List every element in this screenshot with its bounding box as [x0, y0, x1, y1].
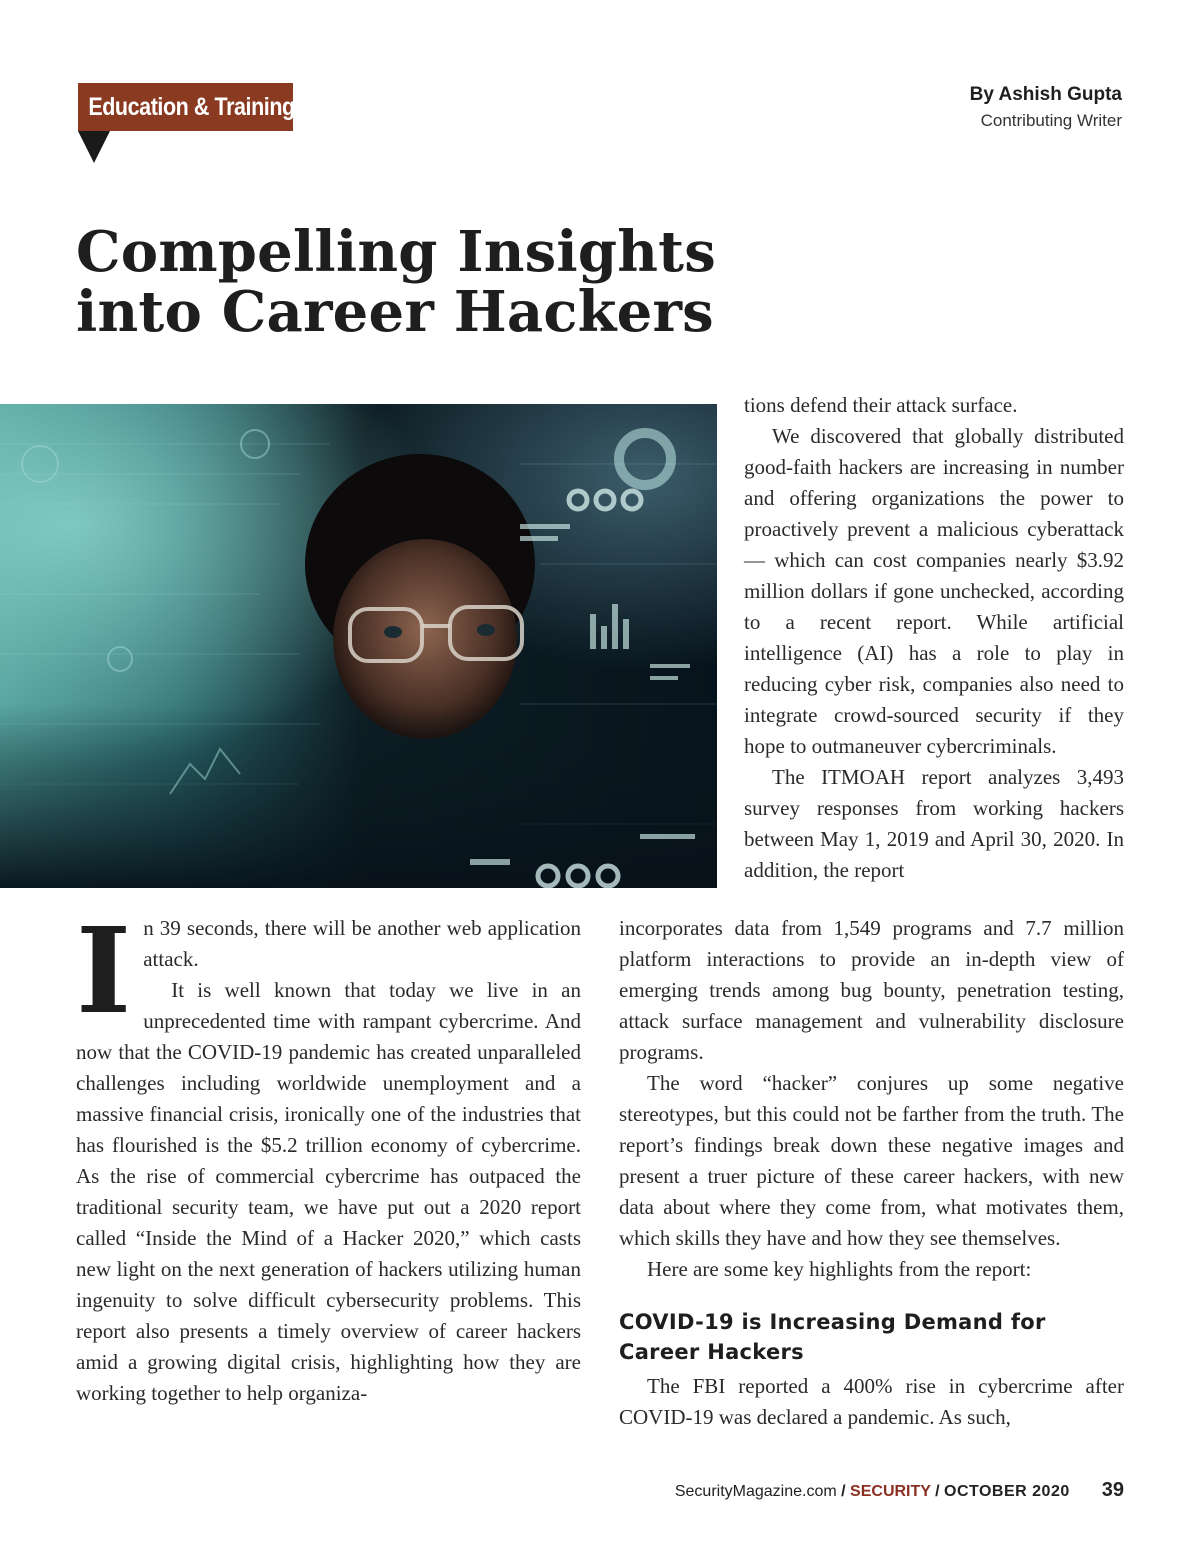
section-tag [78, 83, 293, 131]
byline [970, 82, 1122, 134]
paragraph: The word “hacker” conjures up some negative stereotypes, but this could not be farther from the truth. The report’s findings break down these negative images and present a truer picture of these career hackers, with new data about where they come from, what motivates them, which skills they have and how they see themselves. [619, 1071, 1124, 1250]
page-footer [675, 1479, 1124, 1502]
paragraph: It is well known that today we live in an unprecedented time with rampant cybercrime. And now that the COVID-19 pandemic has created unparalleled challenges including worldwide unemployment and a massive financial crisis, ironically one of the industries that has flourished is the $5.2 trillion economy of cybercrime. As the rise of commercial cybercrime has outpaced the traditional security team, we have put out a 2020 report called “Inside the Mind of a Hacker 2020,” which casts new light on the next generation of hackers utilizing human ingenuity to solve difficult cybersecurity problems. This report also presents a timely overview of career hackers amid a growing digital crisis, highlighting how they are working together to help organiza- [76, 978, 581, 1405]
hero-image [0, 404, 717, 888]
headline [76, 219, 776, 345]
page-number: 39 [1101, 1479, 1124, 1501]
article-column-right-top [744, 390, 1124, 886]
footer-date: OCTOBER 2020 [944, 1483, 1070, 1500]
headline-line-2: into Career Hackers [76, 279, 714, 345]
byline-author: By Ashish Gupta [969, 84, 1122, 105]
headline-line-1: Compelling Insights [76, 219, 716, 285]
paragraph: incorporates data from 1,549 programs and 7.7 million platform interactions to provide an in-depth view of emerging trends among bug bounty, penetration testing, attack surface management and vulnerability disclosure programs. [619, 916, 1124, 1064]
footer-site: SecurityMagazine.com [674, 1483, 837, 1500]
hacker-photo-illustration [0, 404, 717, 888]
footer-separator: / [930, 1483, 944, 1500]
footer-separator: / [836, 1483, 851, 1500]
paragraph: The ITMOAH report analyzes 3,493 survey responses from working hackers between May 1, 2019 and April 30, 2020. In addition, the report [744, 765, 1124, 882]
footer-brand: SECURITY [850, 1483, 931, 1500]
paragraph: tions defend their attack surface. [744, 393, 1018, 417]
paragraph: Here are some key highlights from the report: [647, 1257, 1032, 1281]
paragraph: We discovered that globally distributed good-faith hackers are increasing in number and offering organizations the power to proactively prevent a malicious cyberattack — which can cost companies nearly $3.92 million dollars if gone unchecked, according to a recent report. While artificial intelligence (AI) has a role to play in reducing cyber risk, companies also need to integrate crowd-sourced security if they hope to outmaneuver cybercriminals. [744, 424, 1124, 758]
section-subhead: COVID-19 is Increasing Demand for Career Hackers [619, 1310, 1046, 1364]
drop-cap: I [76, 901, 132, 1040]
article-column-right-bottom [619, 913, 1124, 1433]
paragraph: The FBI reported a 400% rise in cybercrime after COVID-19 was declared a pandemic. As such, [619, 1374, 1124, 1429]
byline-role: Contributing Writer [980, 111, 1122, 130]
section-tag-arrow-icon [78, 131, 110, 163]
paragraph: n 39 seconds, there will be another web application attack. [143, 916, 581, 971]
article-column-left [76, 901, 581, 1409]
section-tag-label: Education & Training [88, 93, 295, 121]
